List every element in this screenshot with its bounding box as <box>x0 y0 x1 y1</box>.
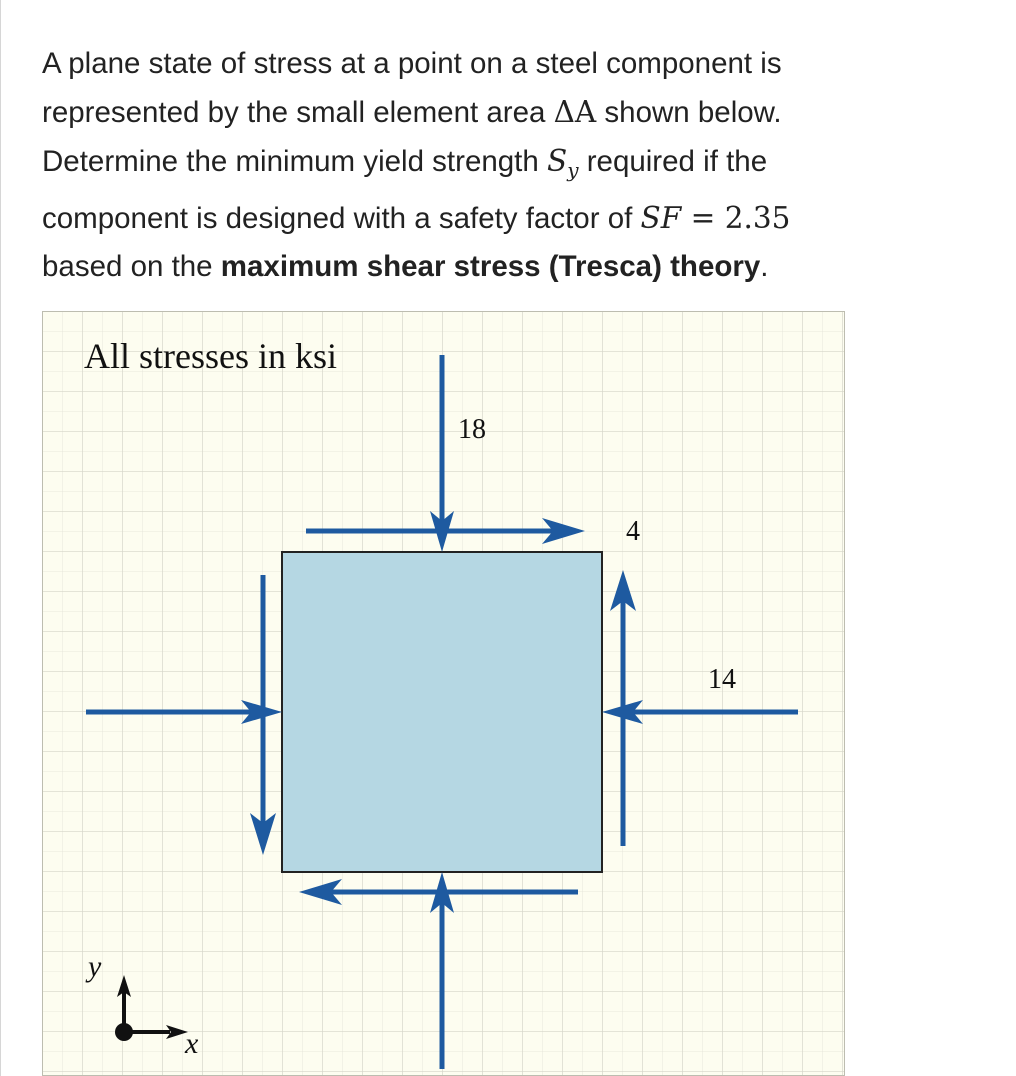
units-label: All stresses in ksi <box>84 336 338 376</box>
yield-strength-symbol: $S_y$ <box>546 144 579 182</box>
stress-element-figure <box>42 311 845 1076</box>
delta-symbol: ΔA <box>553 95 597 129</box>
tau-xy-value-label: 4 <box>626 516 640 547</box>
theory-name: maximum shear stress (Tresca) theory <box>220 250 761 283</box>
problem-line-1: A plane state of stress at a point on a steel component is <box>42 47 782 80</box>
sigma-y-value-label: 18 <box>458 414 486 445</box>
sigma-x-value-label: 14 <box>708 664 736 695</box>
axis-x-label: x <box>185 1027 199 1060</box>
problem-statement <box>42 40 942 291</box>
problem-line-5: based on the maximum shear stress (Tresca) theory. <box>42 250 769 283</box>
problem-line-2: represented by the small element area ΔA shown below. <box>42 95 782 129</box>
problem-line-3: Determine the minimum yield strength $S_y$ required if the <box>42 144 768 182</box>
problem-line-4: component is designed with a safety factor of SF = 2.35 <box>42 201 791 235</box>
axis-y-label: y <box>88 950 102 983</box>
safety-factor-value: 2.35 <box>724 201 791 235</box>
safety-factor-symbol: SF <box>640 201 682 235</box>
stress-element <box>282 552 602 872</box>
page-left-border <box>0 0 1 1076</box>
